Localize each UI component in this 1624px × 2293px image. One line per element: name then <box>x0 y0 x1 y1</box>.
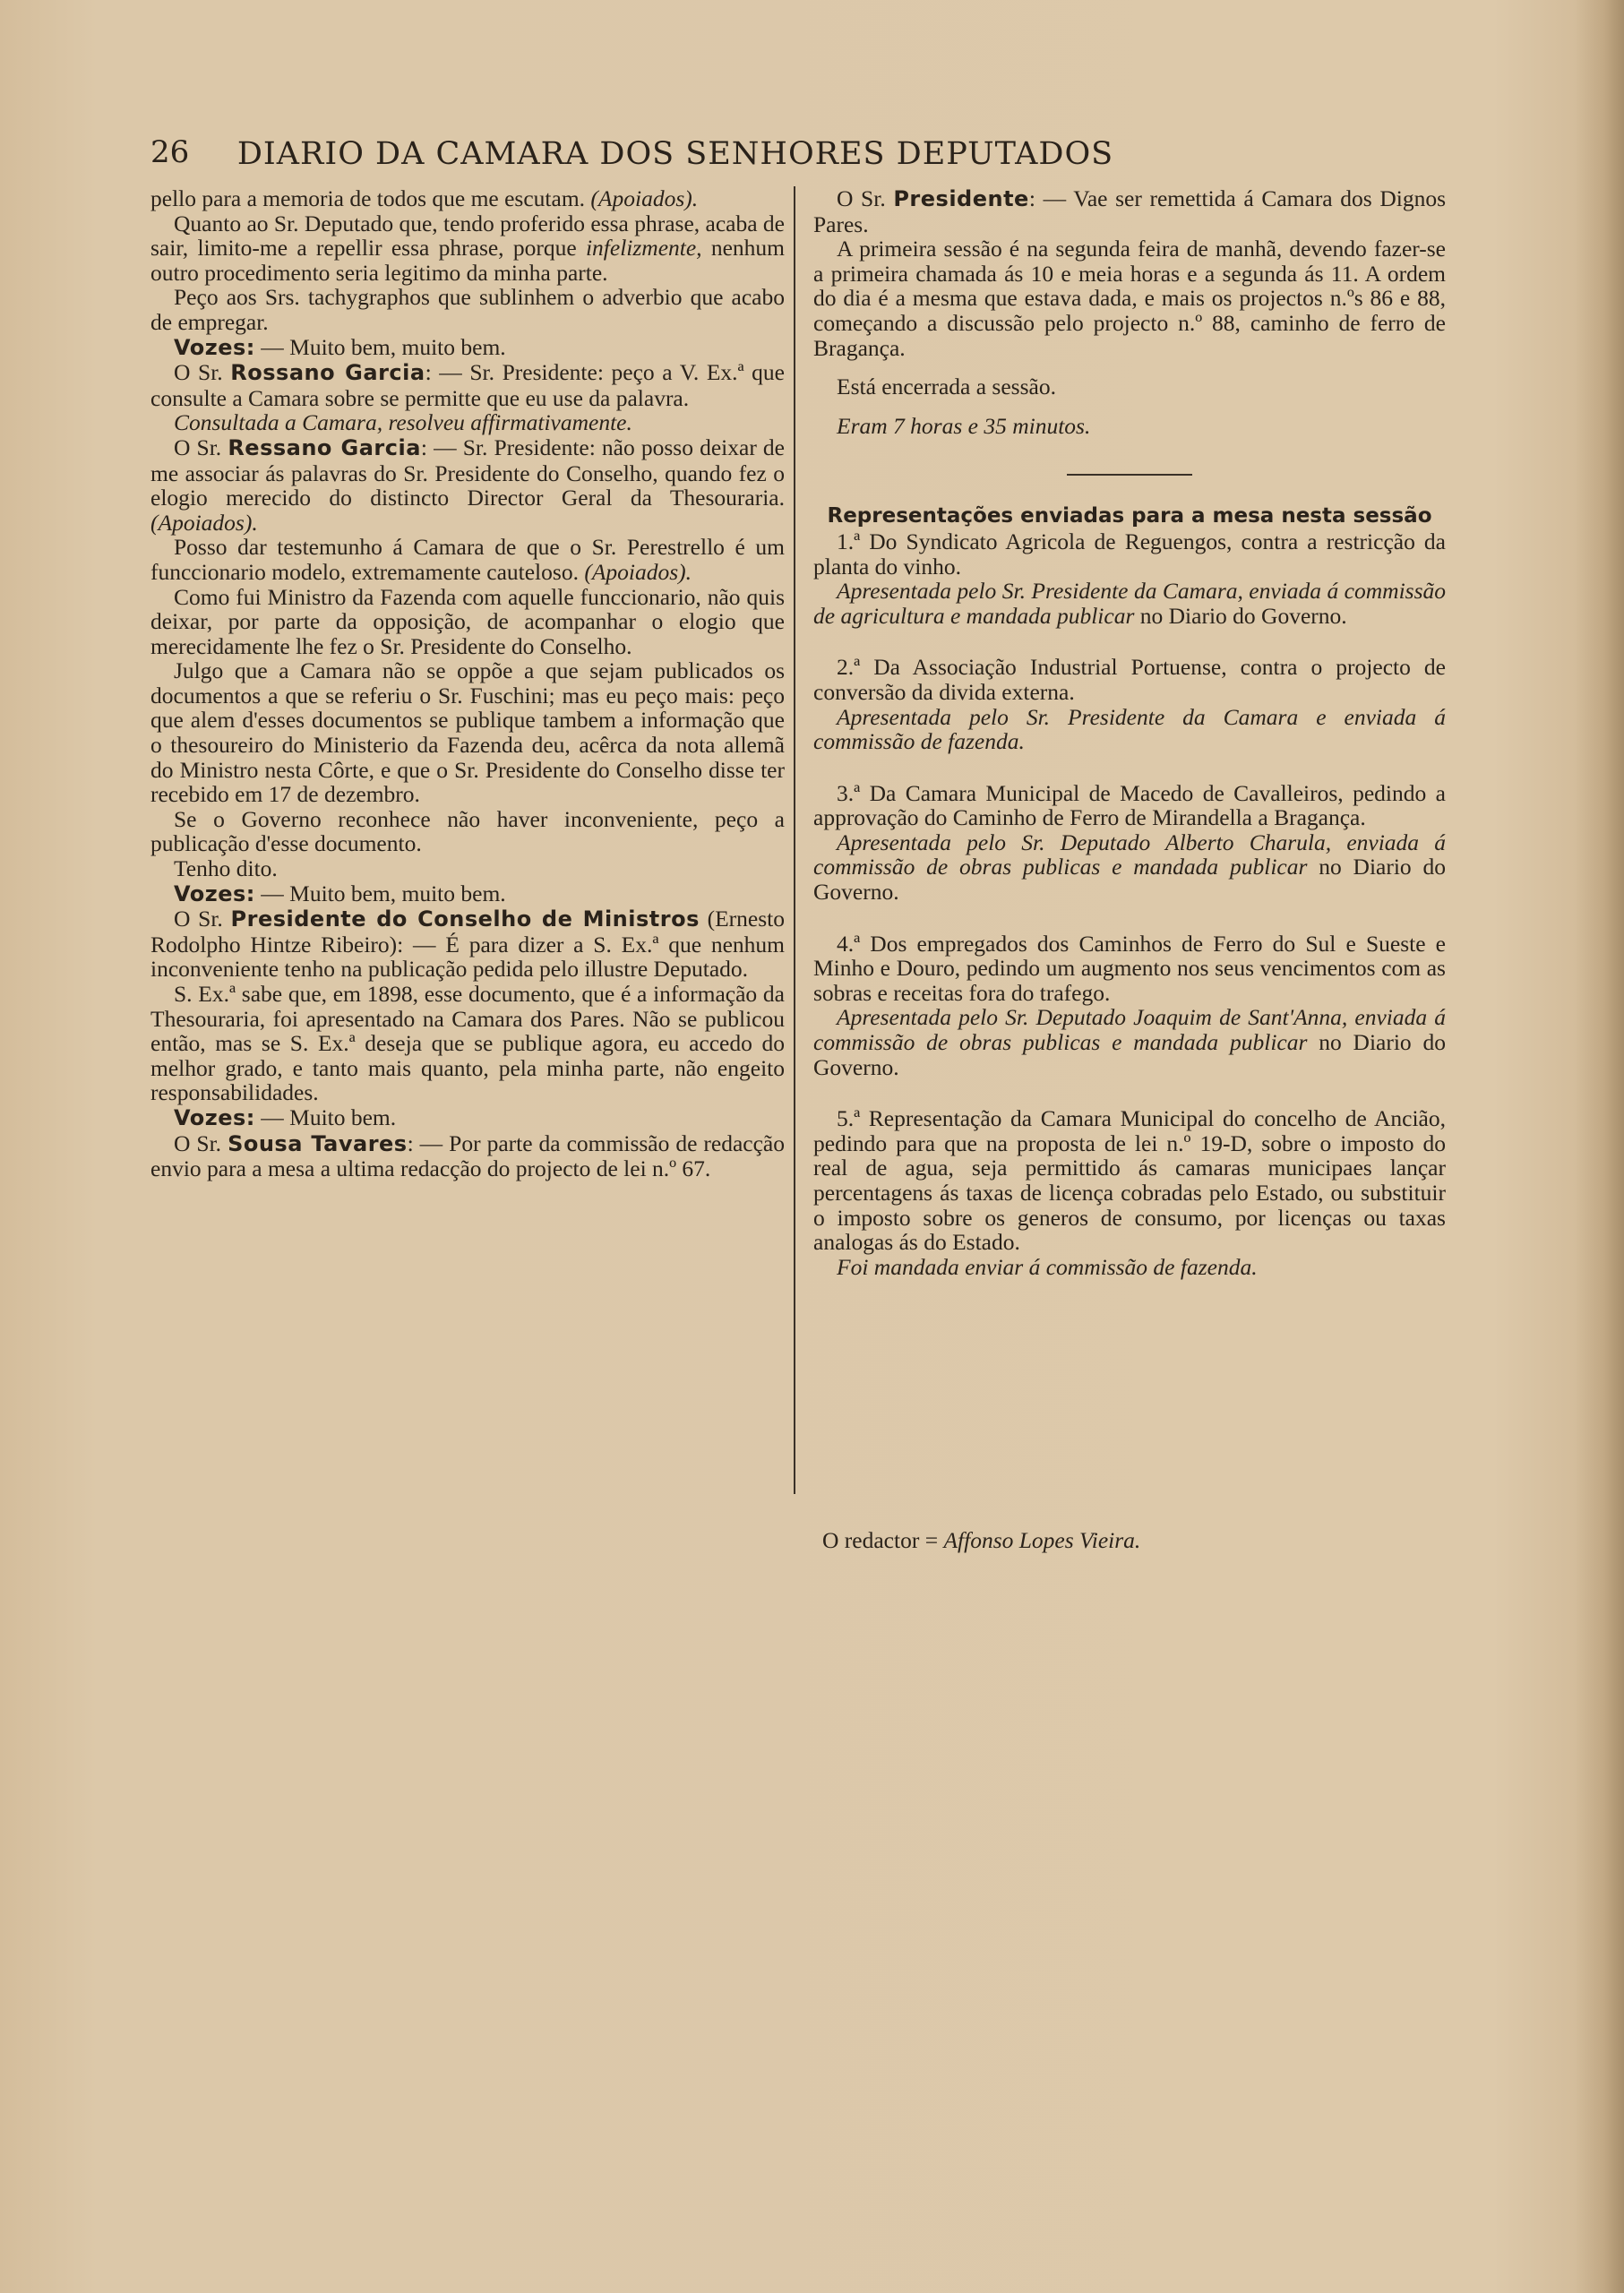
paragraph: Eram 7 horas e 35 minutos. <box>837 412 1091 439</box>
redactor-signature: O redactor = Affonso Lopes Vieira. <box>822 1527 1141 1553</box>
paragraph: Consultada a Camara, resolveu affirmativamente. <box>174 409 632 436</box>
speaker: Ressano Garcia <box>228 434 421 460</box>
speaker: Vozes: <box>174 880 255 906</box>
speaker: Vozes: <box>174 1104 255 1130</box>
section-rule <box>1067 474 1192 476</box>
page-edge <box>1575 0 1624 2293</box>
paragraph: Julgo que a Camara não se oppõe a que sejam publicados os documentos a que se referiu o Sr. Fuschini; mas eu peço mais: peço que alem d'esses documentos se publique tambem a informação que o thesoureiro do Ministerio da Fazenda deu, acêrca da nota allemã do Ministro nesta Côrte, e que o Sr. Presidente do Conselho disse ter recebido em 17 de dezembro. <box>150 657 785 808</box>
column-divider <box>794 186 795 1494</box>
running-title: DIARIO DA CAMARA DOS SENHORES DEPUTADOS <box>236 136 1114 172</box>
speaker: Presidente <box>893 186 1029 211</box>
paragraph: O Sr. Sousa Tavares: — Por parte da commissão de redacção envio para a mesa a ultima redacção do projecto de lei n.º 67. <box>150 1129 785 1182</box>
paragraph: Está encerrada a sessão. <box>837 374 1056 400</box>
paragraph: Vozes: — Muito bem, muito bem. <box>174 880 506 906</box>
left-column <box>150 186 785 1181</box>
paragraph: Quanto ao Sr. Deputado que, tendo proferido essa phrase, acaba de sair, limito-me a repellir essa phrase, porque infelizmente, nenhum outro procedimento seria legitimo da minha parte. <box>150 210 785 286</box>
paragraph: O Sr. Presidente do Conselho de Ministros (Ernesto Rodolpho Hintze Ribeiro): — É para dizer a S. Ex.ª que nenhum inconveniente tenho na publicação pedida pelo illustre Deputado. <box>150 906 785 983</box>
paragraph: Tenho dito. <box>174 855 278 882</box>
speaker: Sousa Tavares <box>228 1130 408 1156</box>
paragraph: Vozes: — Muito bem, muito bem. <box>174 333 506 360</box>
page-header <box>150 134 1200 179</box>
paragraph: S. Ex.ª sabe que, em 1898, esse documento, que é a informação da Thesouraria, foi apresentado na Camara dos Pares. Não se publicou então, mas se S. Ex.ª deseja que se publique agora, eu accedo do melhor grado, e tanto mais quanto, pela minha parte, não engeito responsabilidades. <box>150 981 785 1106</box>
representation-item: 5.ª Representação da Camara Municipal do concelho de Ancião, pedindo para que na proposta de lei n.º 19-D, sobre o imposto do real de agua, seja permittido ás camaras municipaes lançar percentagens ás taxas de licença cobradas pelo Estado, ou substituir o imposto sobre os generos de consumo, por licenças ou taxas analogas ás do Estado. Foi mandada enviar á commissão de fazenda. <box>813 1105 1446 1280</box>
paragraph: pello para a memoria de todos que me escutam. (Apoiados). <box>150 185 699 211</box>
paragraph: Peço aos Srs. tachygraphos que sublinhem o adverbio que acabo de empregar. <box>150 284 785 335</box>
paragraph: O Sr. Ressano Garcia: — Sr. Presidente: não posso deixar de me associar ás palavras do Sr. Presidente do Conselho, quando fez o elogio merecido do distincto Director Geral da Thesouraria. (Apoiados). <box>150 434 785 536</box>
representation-item: 3.ª Da Camara Municipal de Macedo de Cavalleiros, pedindo a approvação do Caminho de Ferro de Mirandella a Bragança. Apresentada pelo Sr. Deputado Alberto Charula, enviada á commissão de obras publicas e mandada publicar no Diario do Governo. <box>813 779 1446 906</box>
paragraph: Como fui Ministro da Fazenda com aquelle funccionario, não quis deixar, por parte da opposição, de acompanhar o elogio que merecidamente lhe fez o Sr. Presidente do Conselho. <box>150 583 785 659</box>
paragraph: O Sr. Rossano Garcia: — Sr. Presidente: peço a V. Ex.ª que consulte a Camara sobre se permitte que eu use da palavra. <box>150 359 785 411</box>
speaker: Rossano Garcia <box>230 360 425 386</box>
paragraph: A primeira sessão é na segunda feira de manhã, devendo fazer-se a primeira chamada ás 10 e meia horas e a segunda ás 11. A ordem do dia é a mesma que estava dada, e mais os projectos n.ºs 86 e 88, começando a discussão pelo projecto n.º 88, caminho de ferro de Bragança. <box>813 236 1446 361</box>
paragraph: Vozes: — Muito bem. <box>174 1104 397 1130</box>
speaker: Presidente do Conselho de Ministros <box>230 906 700 932</box>
paragraph: Posso dar testemunho á Camara de que o Sr. Perestrello é um funccionario modelo, extremamente cauteloso. (Apoiados). <box>150 534 785 585</box>
representation-item: 2.ª Da Associação Industrial Portuense, contra o projecto de conversão da divida externa. Apresentada pelo Sr. Presidente da Camara e enviada á commissão de fazenda. <box>813 654 1446 755</box>
speaker: Vozes: <box>174 334 255 360</box>
section-title: Representações enviadas para a mesa nesta sessão <box>827 504 1432 528</box>
representation-item: 1.ª Do Syndicato Agricola de Reguengos, contra a restricção da planta do vinho. Apresentada pelo Sr. Presidente da Camara, enviada á commissão de agricultura e mandada publicar no Diario do Governo. <box>813 528 1446 629</box>
paragraph: Se o Governo reconhece não haver inconveniente, peço a publicação d'esse documento. <box>150 805 785 857</box>
representation-item: 4.ª Dos empregados dos Caminhos de Ferro do Sul e Sueste e Minho e Douro, pedindo um augmento nos seus vencimentos com as sobras e receitas fora do trafego. Apresentada pelo Sr. Deputado Joaquim de Sant'Anna, enviada á commissão de obras publicas e mandada publicar no Diario do Governo. <box>813 930 1446 1080</box>
right-column <box>813 186 1446 1279</box>
page-number: 26 <box>150 134 190 170</box>
paragraph: O Sr. Presidente: — Vae ser remettida á Camara dos Dignos Pares. <box>813 185 1446 237</box>
